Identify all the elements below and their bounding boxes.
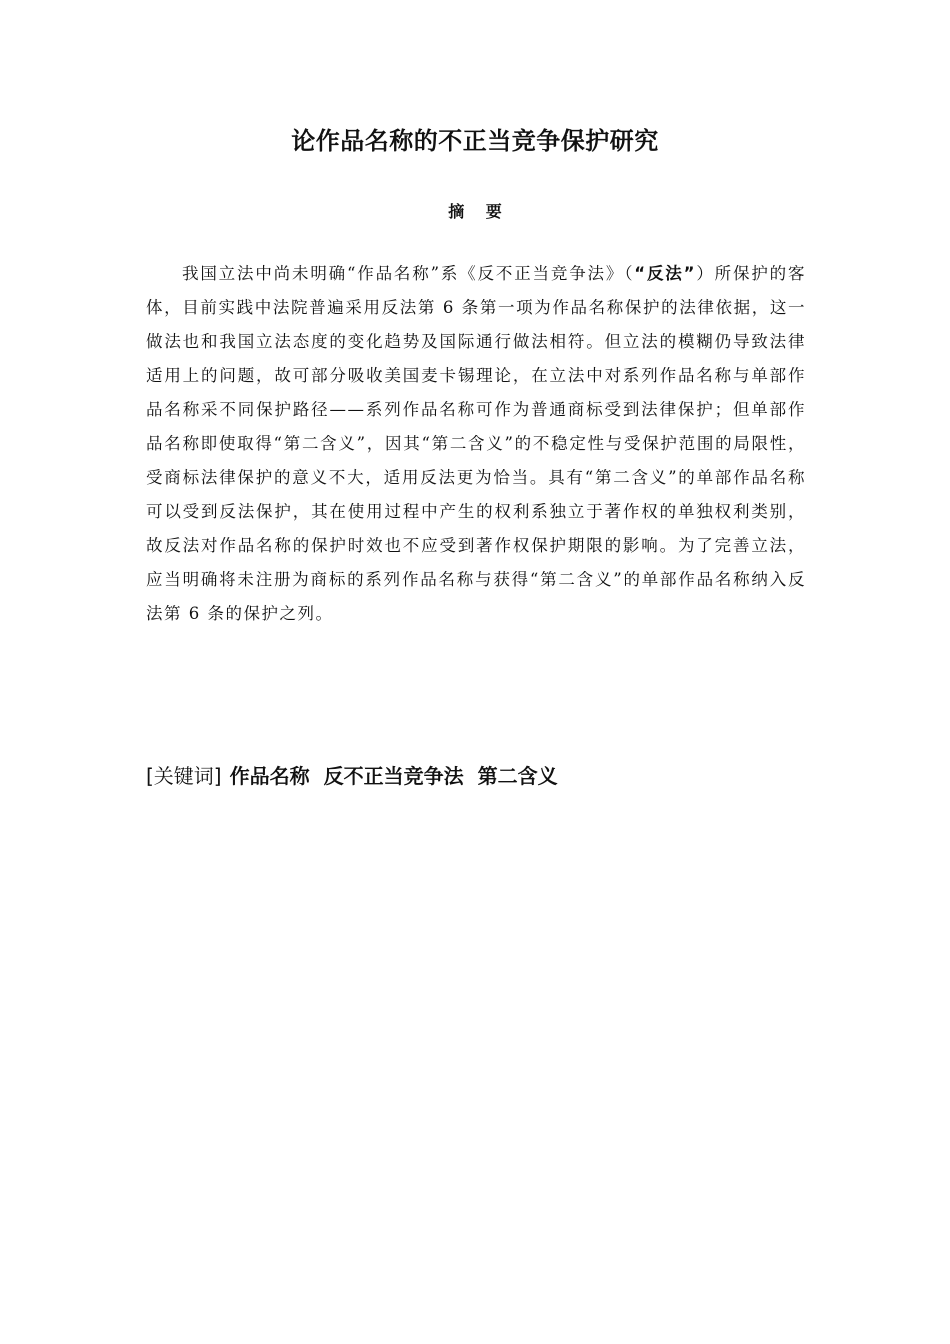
- page-title: 论作品名称的不正当竞争保护研究: [291, 127, 659, 155]
- abstract-text-end: ）所保护的客体，目前实践中法院普遍采用反法第 6 条第一项为作品名称保护的法律依据，这一做法也和我国立法态度的变化趋势及国际通行做法相符。但立法的模糊仍导致法律适用上的问题，故可部分吸收美国麦卡锡理论，在立法中对系列作品名称与单部作品名称采不同保护路径——系列作品名称可作为普通商标受到法律保护；但单部作品名称即使取得“第二含义”，因其“第二含义”的不稳定性与受保护范围的局限性，受商标法律保护的意义不大，适用反法更为恰当。具有“第二含义”的单部作品名称可以受到反法保护，其在使用过程中产生的权利系独立于著作权的单独权利类别，故反法对作品名称的保护时效也不应受到著作权保护期限的影响。为了完善立法，应当明确将未注册为商标的系列作品名称与获得“第二含义”的单部作品名称纳入反法第 6 条的保护之列。: [146, 264, 807, 623]
- keywords-line: [146, 760, 806, 792]
- keywords-label: [关键词]: [146, 764, 222, 788]
- abstract-text-start: 我国立法中尚未明确“作品名称”系《反不正当竞争法》（: [182, 264, 635, 283]
- abstract-bold-term: “反法”: [634, 264, 696, 283]
- keyword-item: 第二含义: [477, 764, 558, 788]
- keyword-item: 作品名称: [229, 764, 310, 788]
- abstract-heading: 摘 要: [448, 202, 510, 221]
- keyword-item: 反不正当竞争法: [323, 764, 464, 788]
- abstract-paragraph: [146, 257, 806, 631]
